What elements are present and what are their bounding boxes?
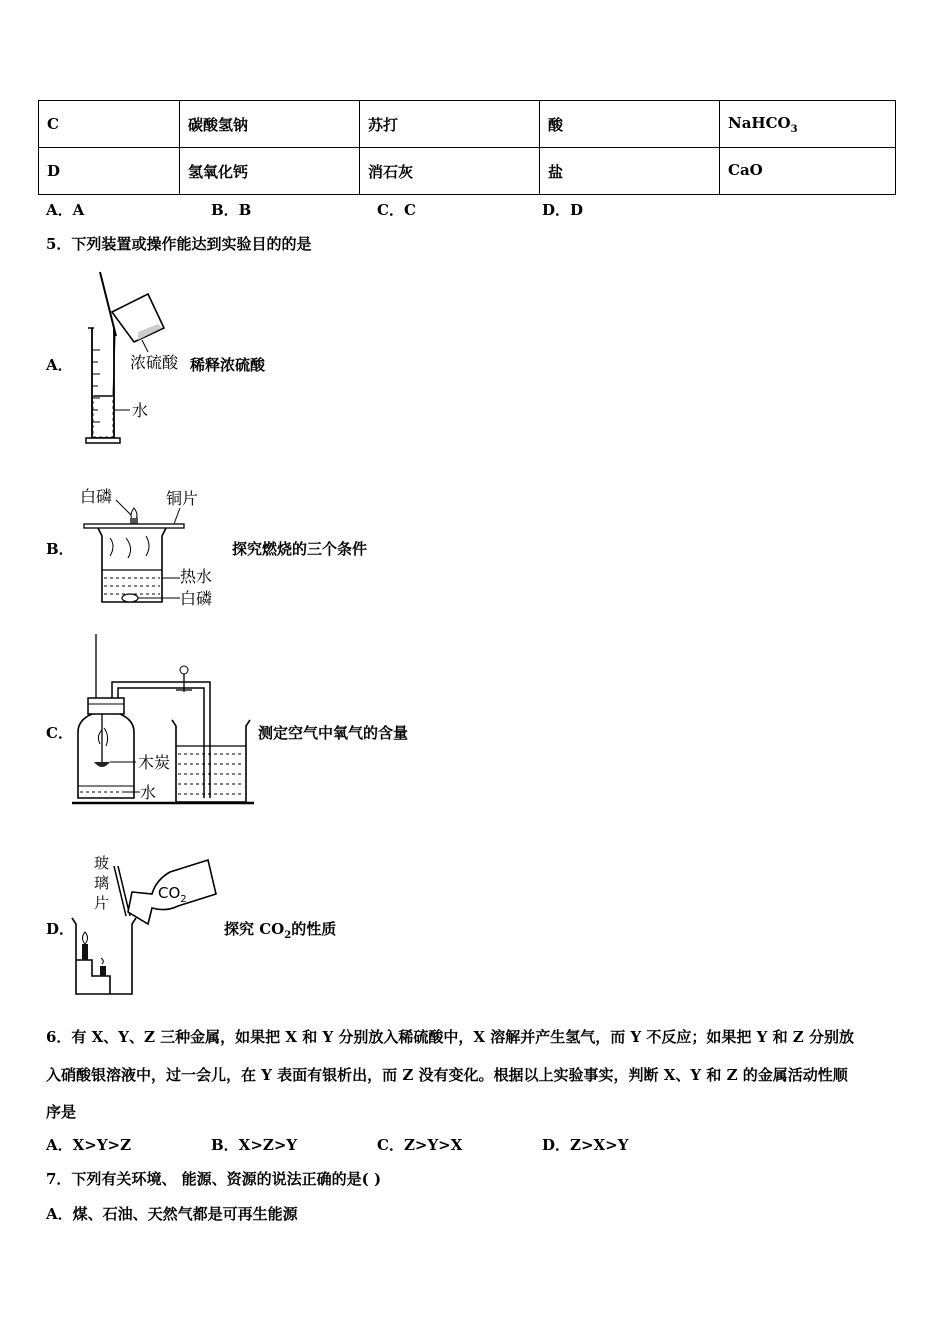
oxygen-content-figure	[72, 632, 256, 808]
category: 盐	[540, 148, 720, 195]
label-glass-2: 璃	[94, 874, 110, 892]
row-letter: C	[39, 101, 180, 148]
q7-stem: 7．下列有关环境、 能源、资源的说法正确的是( )	[46, 1170, 382, 1188]
q5-option-c-caption: 测定空气中氧气的含量	[258, 724, 409, 742]
q4-option-d[interactable]: D．D	[542, 201, 584, 219]
label-glass-3: 片	[94, 894, 110, 912]
common-name: 苏打	[360, 101, 540, 148]
table-row	[39, 148, 896, 195]
row-letter: D	[39, 148, 180, 195]
chemical-table	[38, 100, 896, 195]
q6-stem-line1: 6．有 X、Y、Z 三种金属，如果把 X 和 Y 分别放入稀硫酸中，X 溶解并产生氢气，而 Y 不反应；如果把 Y 和 Z 分别放	[46, 1028, 854, 1046]
substance-name: 碳酸氢钠	[180, 101, 360, 148]
table-row	[39, 101, 896, 148]
q5-stem: 5．下列装置或操作能达到实验目的的是	[46, 235, 312, 253]
q6-option-d[interactable]: D．Z>X>Y	[542, 1136, 629, 1154]
q4-option-c[interactable]: C．C	[377, 201, 416, 219]
label-hot-water: 热水	[180, 567, 213, 586]
label-co2: $CO_2$	[158, 884, 187, 905]
combustion-figure	[76, 484, 224, 612]
q6-option-c[interactable]: C．Z>Y>X	[377, 1136, 463, 1154]
dilution-figure	[78, 270, 190, 450]
label-charcoal: 木炭	[138, 753, 171, 772]
q6-stem-line2: 入硝酸银溶液中，过一会儿，在 Y 表面有银析出，而 Z 没有变化。根据以上实验事实，判断 X、Y 和 Z 的金属活动性顺	[46, 1066, 848, 1084]
q6-option-a[interactable]: A．X>Y>Z	[46, 1136, 132, 1154]
label-copper-sheet: 铜片	[166, 489, 199, 508]
category: 酸	[540, 101, 720, 148]
q5-option-a-label[interactable]: A．	[46, 356, 73, 374]
q5-option-b-label[interactable]: B．	[46, 540, 74, 558]
q5-option-b-caption: 探究燃烧的三个条件	[232, 540, 368, 558]
q7-option-a[interactable]: A．煤、石油、天然气都是可再生能源	[46, 1205, 298, 1223]
label-white-phosphorus-top: 白磷	[80, 487, 113, 506]
q5-option-a-caption: 稀释浓硫酸	[190, 356, 266, 374]
formula: NaHCO$_3$	[720, 101, 896, 148]
common-name: 消石灰	[360, 148, 540, 195]
q5-option-d-caption: 探究 $CO_2$的性质	[224, 920, 337, 941]
q6-option-b[interactable]: B．X>Z>Y	[211, 1136, 298, 1154]
q6-stem-line3: 序是	[46, 1103, 77, 1121]
substance-name: 氢氧化钙	[180, 148, 360, 195]
label-water: 水	[140, 783, 157, 802]
q5-option-d-label[interactable]: D．	[46, 920, 75, 938]
formula: CaO	[720, 148, 896, 195]
label-conc-acid: 浓硫酸	[130, 353, 179, 372]
label-glass-1: 玻	[94, 854, 110, 872]
label-water: 水	[132, 401, 149, 420]
q4-option-a[interactable]: A．A	[46, 201, 85, 219]
co2-property-figure	[70, 850, 220, 998]
label-white-phosphorus-bottom: 白磷	[180, 589, 213, 608]
q4-option-b[interactable]: B．B	[211, 201, 252, 219]
q5-option-c-label[interactable]: C．	[46, 724, 73, 742]
